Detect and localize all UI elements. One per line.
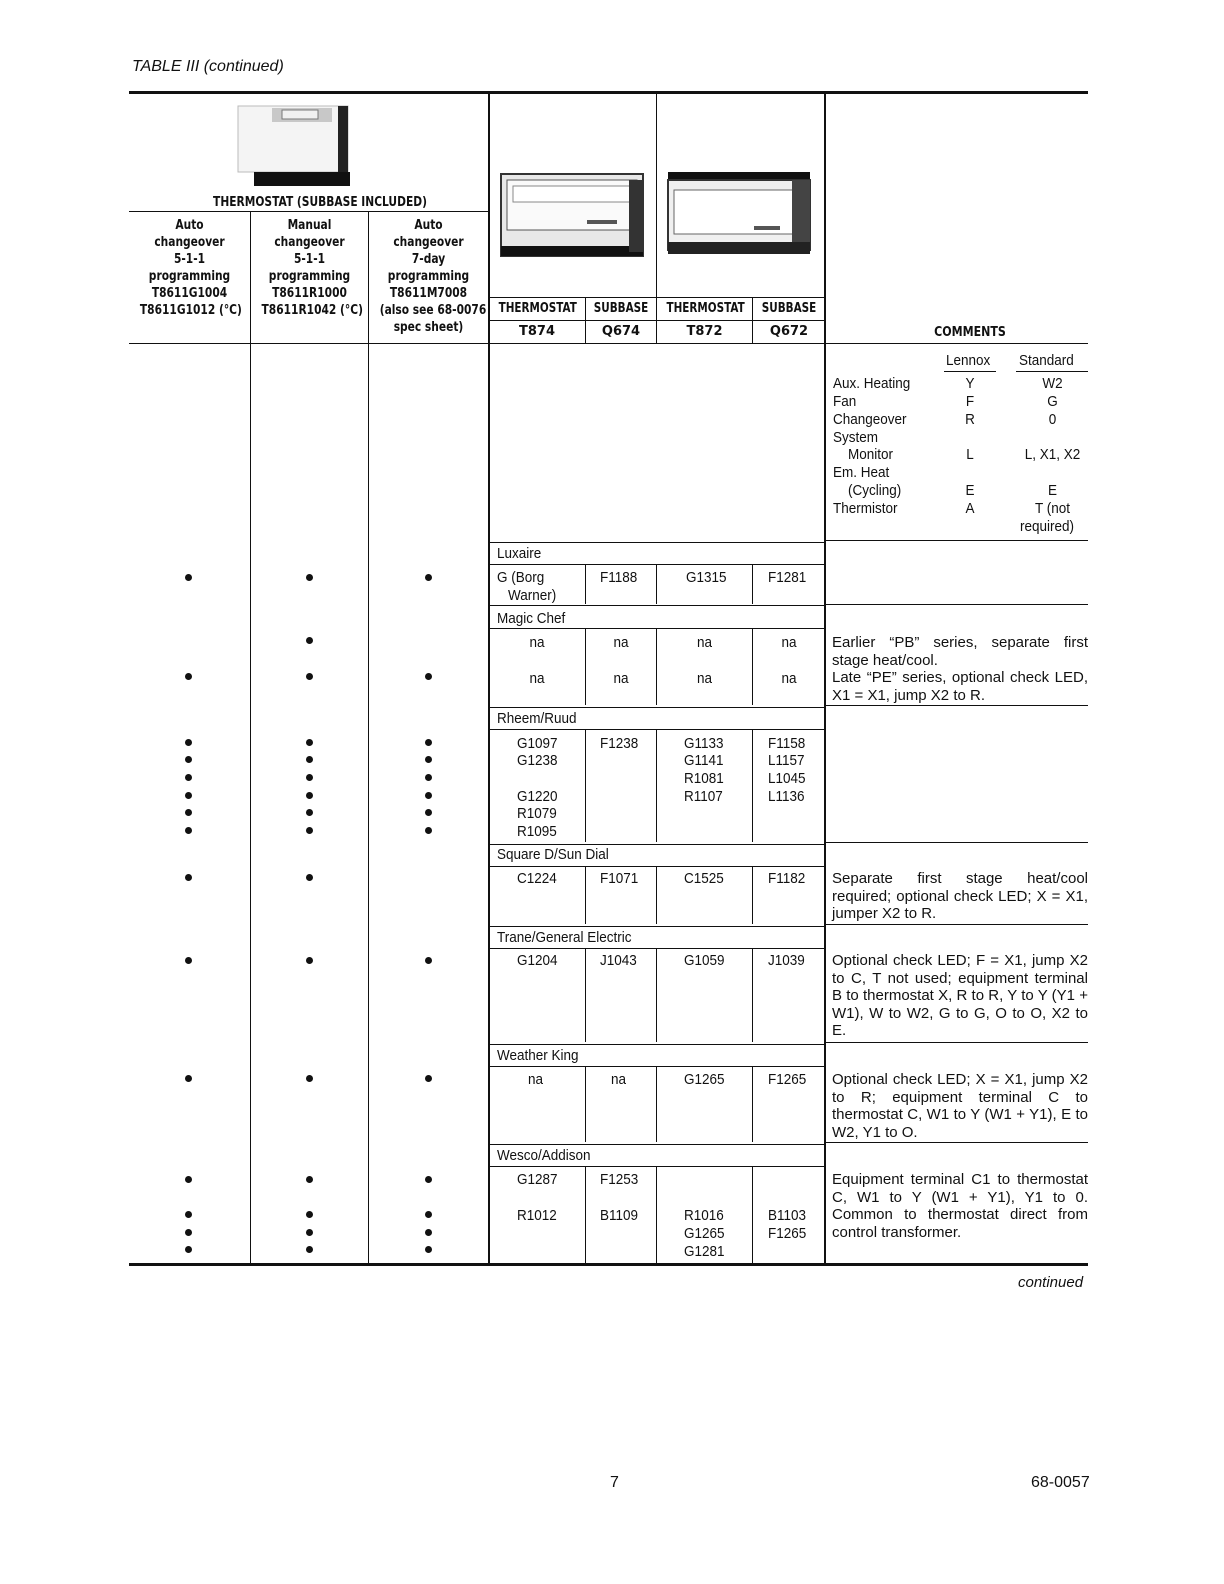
trane-q674: J1043 — [600, 952, 637, 969]
col1-header: Auto changeover 5-1-1 programming T8611G1004 T8611G1012 (°C) — [139, 218, 242, 318]
magic-chef-t872: na — [696, 634, 713, 651]
compat-dot — [185, 1246, 192, 1253]
cell-divider — [752, 866, 753, 924]
compat-dot — [425, 1176, 432, 1183]
lennox-label: Monitor — [848, 446, 894, 463]
cell-divider — [585, 564, 586, 604]
compat-dot — [185, 874, 192, 881]
square-d-t872: C1525 — [684, 870, 724, 887]
t874-thermostat-label: THERMOSTAT — [498, 301, 577, 316]
standard-value: 0 — [1048, 411, 1057, 428]
standard-value: required) — [1020, 518, 1075, 535]
thermostat-group-label: THERMOSTAT (SUBBASE INCLUDED) — [213, 195, 427, 210]
cell-divider — [656, 1166, 657, 1263]
standard-value: G — [1047, 393, 1058, 410]
compat-dot — [425, 756, 432, 763]
brand-trane-ge: Trane/General Electric — [497, 929, 632, 946]
standard-value: E — [1047, 482, 1057, 499]
luxaire-t872: G1315 — [686, 569, 727, 586]
brand-wesco-addison: Wesco/Addison — [497, 1147, 591, 1164]
square-d-t874: C1224 — [517, 870, 557, 887]
compat-dot — [425, 574, 432, 581]
section-rule — [825, 604, 1088, 605]
section-rule — [825, 842, 1088, 843]
brand-rule — [489, 1066, 825, 1067]
compat-dot — [185, 774, 192, 781]
col3-header: Auto changeover 7-day programming T8611M7008 (also see 68-0076 spec sheet) — [379, 218, 487, 335]
cell-divider — [656, 866, 657, 924]
cell-divider — [585, 628, 586, 705]
magic-chef-q674: na — [613, 634, 629, 651]
lennox-label: Aux. Heating — [833, 375, 911, 392]
lennox-label: Changeover — [833, 411, 907, 428]
compat-dot — [306, 673, 313, 680]
rheem-q672: L1045 — [768, 770, 806, 787]
luxaire-t874: G (Borg — [497, 569, 545, 586]
compat-dot — [185, 673, 192, 680]
section-rule — [825, 1142, 1088, 1143]
rheem-q672: F1158 — [768, 735, 806, 752]
compat-dot — [425, 957, 432, 964]
magic-chef-comment: Earlier “PB” series, separate first stage heat/cool. — [832, 634, 1088, 669]
lennox-label: Fan — [833, 393, 857, 410]
wesco-q672: B1103 — [768, 1207, 807, 1224]
rheem-t872: G1141 — [684, 752, 724, 769]
standard-value: W2 — [1042, 375, 1063, 392]
cell-divider — [585, 729, 586, 842]
standard-value: L, X1, X2 — [1024, 446, 1081, 463]
cell-divider — [656, 948, 657, 1042]
col-divider — [488, 93, 490, 1264]
header-rule — [489, 297, 825, 298]
brand-rule — [489, 844, 825, 845]
rheem-t872: R1107 — [684, 788, 723, 805]
header-rule — [825, 343, 1088, 344]
brand-rule — [489, 866, 825, 867]
compat-dot — [185, 809, 192, 816]
brand-rule — [489, 948, 825, 949]
cell-divider — [656, 729, 657, 842]
document-number: 68-0057 — [1031, 1474, 1090, 1491]
compat-dot — [306, 957, 313, 964]
wesco-comment: Equipment terminal C1 to thermostat C, W1 to Y (W1 + Y1), Y1 to 0. Common to thermostat direct from control transformer. — [832, 1171, 1088, 1241]
wesco-t872: G1281 — [684, 1243, 725, 1260]
compat-dot — [306, 827, 313, 834]
square-d-q672: F1182 — [768, 870, 806, 887]
brand-rule — [489, 628, 825, 629]
cell-divider — [752, 564, 753, 604]
section-rule — [825, 705, 1088, 706]
trane-t874: G1204 — [517, 952, 558, 969]
trane-t872: G1059 — [684, 952, 725, 969]
q674-subbase-label: SUBBASE — [593, 301, 649, 316]
lennox-value: Y — [965, 375, 975, 392]
magic-chef-comment: Late “PE” series, optional check LED, X1 = X1, jump X2 to R. — [832, 669, 1088, 704]
top-rule — [129, 91, 1088, 94]
page-title: TABLE III (continued) — [132, 58, 284, 75]
cell-divider — [585, 948, 586, 1042]
square-d-comment: Separate first stage heat/cool required; optional check LED; X = X1, jumper X2 to R. — [832, 870, 1088, 922]
lennox-value: R — [965, 411, 975, 428]
cell-divider — [585, 866, 586, 924]
compat-dot — [425, 673, 432, 680]
brand-square-d: Square D/Sun Dial — [497, 846, 609, 863]
compat-dot — [185, 1211, 192, 1218]
header-rule — [129, 343, 489, 344]
rheem-t874: G1238 — [517, 752, 558, 769]
standard-col-label: Standard — [1019, 352, 1074, 369]
compat-dot — [306, 1075, 313, 1082]
lennox-label: Thermistor — [833, 500, 898, 517]
lennox-value: A — [965, 500, 975, 517]
weather-king-q672: F1265 — [768, 1071, 807, 1088]
luxaire-t874: Warner) — [508, 587, 557, 604]
col2-header: Manual changeover 5-1-1 programming T8611R1000 T8611R1042 (°C) — [261, 218, 363, 318]
cell-divider — [656, 1066, 657, 1142]
magic-chef-t874: na — [529, 634, 545, 651]
section-rule — [825, 1042, 1088, 1043]
compat-dot — [425, 1211, 432, 1218]
brand-rule — [489, 564, 825, 565]
wesco-q674: B1109 — [600, 1207, 639, 1224]
wesco-t874: R1012 — [517, 1207, 557, 1224]
rheem-t872: R1081 — [684, 770, 724, 787]
compat-dot — [306, 574, 313, 581]
lennox-value: E — [965, 482, 975, 499]
cell-divider — [585, 1166, 586, 1263]
magic-chef-t874: na — [529, 670, 545, 687]
standard-underline — [1016, 371, 1088, 372]
section-rule — [825, 924, 1088, 925]
standard-value: T (not — [1034, 500, 1071, 517]
t872-model: T872 — [686, 324, 723, 339]
brand-rule — [489, 729, 825, 730]
compat-dot — [425, 827, 432, 834]
lennox-label: System — [833, 429, 879, 446]
brand-rule — [489, 707, 825, 708]
t872-thermostat-label: THERMOSTAT — [666, 301, 745, 316]
compat-dot — [306, 874, 313, 881]
wesco-t872: G1265 — [684, 1225, 725, 1242]
thermostat-t8611-image — [232, 104, 350, 186]
compat-dot — [425, 1229, 432, 1236]
q674-model: Q674 — [601, 324, 641, 339]
rheem-t874: R1079 — [517, 805, 557, 822]
weather-king-q674: na — [611, 1071, 627, 1088]
compat-dot — [185, 1229, 192, 1236]
compat-dot — [306, 756, 313, 763]
compat-dot — [306, 1229, 313, 1236]
brand-rule — [489, 542, 825, 543]
cell-divider — [752, 628, 753, 705]
col-divider — [656, 93, 657, 343]
wesco-t872: R1016 — [684, 1207, 724, 1224]
cell-divider — [656, 628, 657, 705]
col-divider — [250, 212, 251, 1264]
section-rule — [825, 540, 1088, 541]
header-rule — [489, 343, 825, 344]
q672-model: Q672 — [769, 324, 809, 339]
compat-dot — [425, 1246, 432, 1253]
brand-rheem-ruud: Rheem/Ruud — [497, 710, 577, 727]
compat-dot — [185, 1176, 192, 1183]
compat-dot — [306, 809, 313, 816]
magic-chef-q674: na — [613, 670, 629, 687]
weather-king-t872: G1265 — [684, 1071, 725, 1088]
cell-divider — [585, 1066, 586, 1142]
brand-rule — [489, 1144, 825, 1145]
header-rule — [129, 211, 489, 212]
brand-rule — [489, 1044, 825, 1045]
lennox-label: (Cycling) — [848, 482, 902, 499]
compat-dot — [185, 957, 192, 964]
rheem-q674: F1238 — [600, 735, 639, 752]
header-rule — [489, 320, 825, 321]
cell-divider — [752, 1166, 753, 1263]
col-divider — [824, 93, 826, 1264]
col-divider — [368, 212, 369, 1264]
magic-chef-q672: na — [781, 670, 797, 687]
thermostat-t874-image — [497, 160, 647, 260]
lennox-value: L — [966, 446, 974, 463]
lennox-value: F — [965, 393, 975, 410]
compat-dot — [306, 739, 313, 746]
cell-divider — [752, 729, 753, 842]
lennox-underline — [944, 371, 996, 372]
trane-q672: J1039 — [768, 952, 805, 969]
compat-dot — [306, 1246, 313, 1253]
cell-divider — [656, 564, 657, 604]
compat-dot — [185, 792, 192, 799]
brand-rule — [489, 1166, 825, 1167]
wesco-q672: F1265 — [768, 1225, 807, 1242]
compat-dot — [306, 774, 313, 781]
compat-dot — [306, 637, 313, 644]
brand-weather-king: Weather King — [497, 1047, 579, 1064]
cell-divider — [752, 1066, 753, 1142]
rheem-q672: L1136 — [768, 788, 805, 805]
luxaire-q674: F1188 — [600, 569, 638, 586]
compat-dot — [425, 792, 432, 799]
brand-luxaire: Luxaire — [497, 545, 542, 562]
compat-dot — [306, 792, 313, 799]
square-d-q674: F1071 — [600, 870, 639, 887]
thermostat-t872-image — [664, 168, 814, 260]
compat-dot — [185, 827, 192, 834]
rheem-t874: R1095 — [517, 823, 557, 840]
compat-dot — [425, 774, 432, 781]
continued-note: continued — [1018, 1274, 1084, 1291]
brand-rule — [489, 926, 825, 927]
wesco-q674: F1253 — [600, 1171, 639, 1188]
lennox-label: Em. Heat — [833, 464, 890, 481]
cell-divider — [752, 948, 753, 1042]
weather-king-comment: Optional check LED; X = X1, jump X2 to R; equipment terminal C to thermostat C, W1 to Y (W1 + Y1), E to W2, Y1 to O. — [832, 1071, 1088, 1141]
wesco-t874: G1287 — [517, 1171, 558, 1188]
compat-dot — [425, 1075, 432, 1082]
compat-dot — [425, 739, 432, 746]
comments-header: COMMENTS — [934, 325, 1006, 340]
compat-dot — [185, 756, 192, 763]
rheem-q672: L1157 — [768, 752, 805, 769]
q672-subbase-label: SUBBASE — [761, 301, 817, 316]
magic-chef-q672: na — [781, 634, 797, 651]
compat-dot — [185, 739, 192, 746]
compat-dot — [306, 1211, 313, 1218]
compat-dot — [185, 574, 192, 581]
t874-model: T874 — [518, 324, 555, 339]
rheem-t874: G1097 — [517, 735, 558, 752]
rheem-t874: G1220 — [517, 788, 558, 805]
brand-rule — [489, 605, 825, 606]
weather-king-t874: na — [528, 1071, 544, 1088]
brand-magic-chef: Magic Chef — [497, 610, 566, 627]
trane-comment: Optional check LED; F = X1, jump X2 to C, T not used; equipment terminal B to thermostat X, R to R, Y to Y (Y1 + W1), W to W2, G to G, O to O, X2 to E. — [832, 952, 1088, 1039]
luxaire-q672: F1281 — [768, 569, 807, 586]
compat-dot — [185, 1075, 192, 1082]
compat-dot — [425, 809, 432, 816]
lennox-col-label: Lennox — [946, 352, 991, 369]
bottom-rule — [129, 1263, 1088, 1266]
page-number: 7 — [610, 1474, 619, 1491]
magic-chef-t872: na — [696, 670, 713, 687]
compat-dot — [306, 1176, 313, 1183]
rheem-t872: G1133 — [684, 735, 724, 752]
